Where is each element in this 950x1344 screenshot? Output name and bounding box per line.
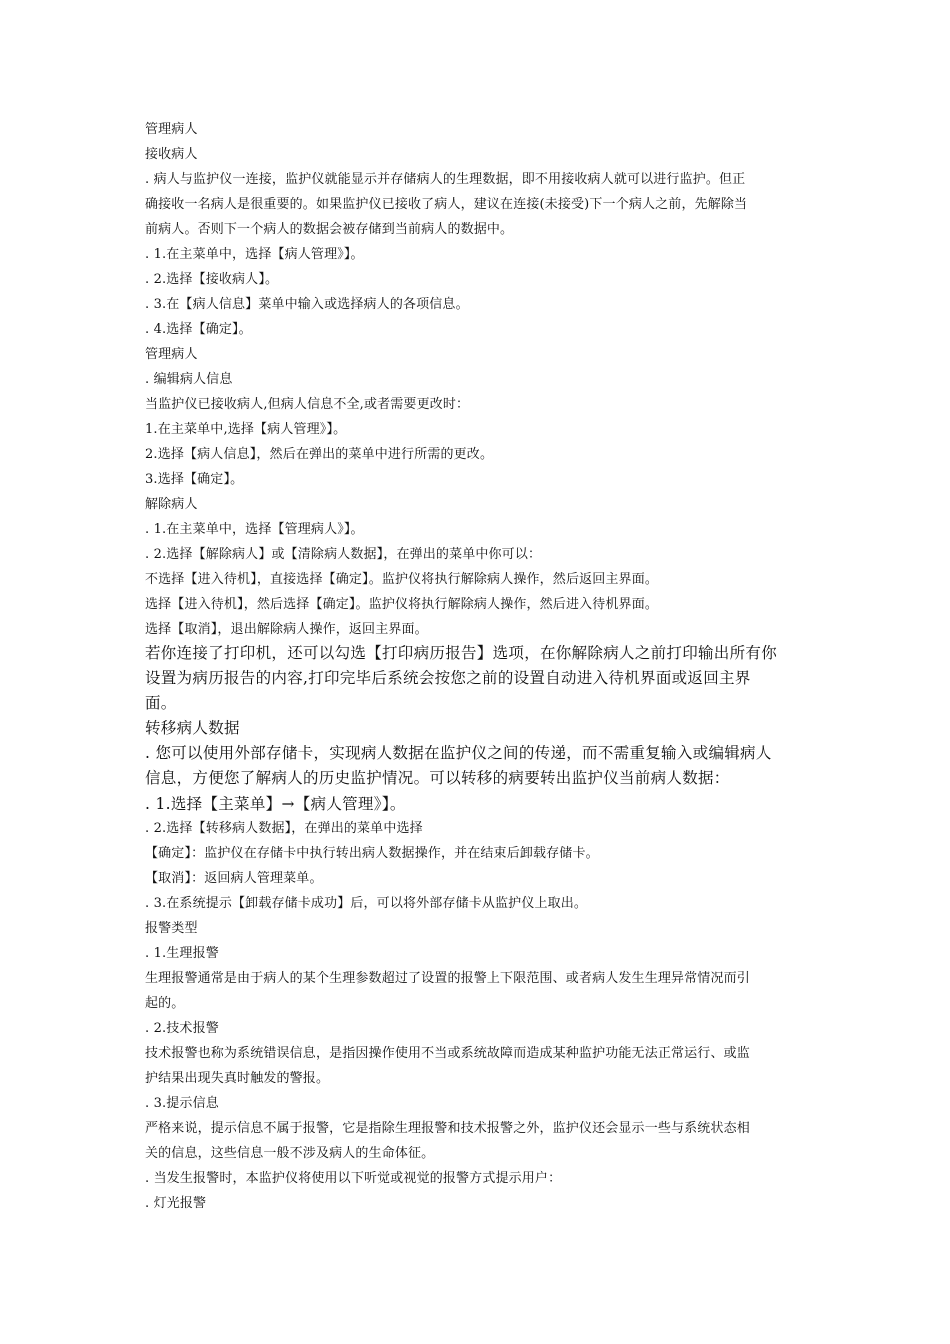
paragraph-line: 前病人。否则下一个病人的数据会被存储到当前病人的数据中。: [145, 222, 514, 237]
option-line: 不选择【进入待机】，直接选择【确定】。监护仪将执行解除病人操作，然后返回主界面。: [145, 572, 659, 587]
step-line: . 3.在系统提示【卸载存储卡成功】后，可以将外部存储卡从监护仪上取出。: [145, 896, 588, 911]
paragraph-line: 技术报警也称为系统错误信息，是指因操作使用不当或系统故障而造成某种监护功能无法正常运行、或监: [145, 1046, 750, 1061]
step-line: . 2.选择【转移病人数据】，在弹出的菜单中选择: [145, 821, 423, 836]
step-line: . 3.在【病人信息】菜单中输入或选择病人的各项信息。: [145, 297, 469, 312]
subheading-technical-alarm: . 2.技术报警: [145, 1021, 219, 1036]
paragraph-line: . 病人与监护仪一连接，监护仪就能显示并存储病人的生理数据，即不用接收病人就可以进行监护。但正: [145, 172, 746, 187]
step-line: . 1.在主菜单中，选择【病人管理》】。: [145, 247, 364, 262]
paragraph-line: 护结果出现失真时触发的警报。: [145, 1071, 330, 1086]
step-line: . 2.选择【接收病人】。: [145, 272, 279, 287]
step-line: . 4.选择【确定】。: [145, 322, 252, 337]
step-line: 3.选择【确定】。: [145, 472, 244, 487]
step-line: . 2.选择【解除病人】或【清除病人数据】，在弹出的菜单中你可以：: [145, 547, 542, 562]
step-line: 2.选择【病人信息】，然后在弹出的菜单中进行所需的更改。: [145, 447, 494, 462]
paragraph-line: 确接收一名病人是很重要的。如果监护仪已接收了病人，建议在连接(未接受)下一个病人之前，先解除当: [145, 197, 748, 212]
subheading-light-alarm: . 灯光报警: [145, 1196, 207, 1211]
paragraph-line: 生理报警通常是由于病人的某个生理参数超过了设置的报警上下限范围、或者病人发生生理异常情况而引: [145, 971, 750, 986]
heading-transfer-data: 转移病人数据: [145, 719, 240, 737]
option-line: 选择【进入待机】，然后选择【确定】。监护仪将执行解除病人操作，然后进入待机界面。: [145, 597, 659, 612]
heading-admit-patient: 接收病人: [145, 147, 198, 162]
subheading-physiological-alarm: . 1.生理报警: [145, 946, 219, 961]
heading-manage-patient: 管理病人: [145, 122, 198, 137]
paragraph-line-large: 设置为病历报告的内容,打印完毕后系统会按您之前的设置自动进入待机界面或返回主界: [145, 669, 751, 687]
paragraph-line: 严格来说，提示信息不属于报警，它是指除生理报警和技术报警之外，监护仪还会显示一些与系统状态相: [145, 1121, 750, 1136]
heading-discharge-patient: 解除病人: [145, 497, 198, 512]
step-line-large: . 1.选择【主菜单】→【病人管理》】。: [145, 795, 406, 813]
heading-alarm-types: 报警类型: [145, 921, 198, 936]
option-line: 【取消】：返回病人管理菜单。: [145, 871, 323, 886]
paragraph-line: 关的信息，这些信息一般不涉及病人的生命体征。: [145, 1146, 435, 1161]
paragraph-line: . 当发生报警时，本监护仪将使用以下听觉或视觉的报警方式提示用户：: [145, 1171, 562, 1186]
option-line: 选择【取消】，退出解除病人操作，返回主界面。: [145, 622, 428, 637]
paragraph-line-large: 若你连接了打印机，还可以勾选【打印病历报告】选项，在你解除病人之前打印输出所有你: [145, 644, 778, 662]
step-line: 1.在主菜单中,选择【病人管理》】。: [145, 422, 347, 437]
paragraph-line: 起的。: [145, 996, 185, 1011]
step-line: . 1.在主菜单中，选择【管理病人》】。: [145, 522, 364, 537]
paragraph-line-large: . 您可以使用外部存储卡，实现病人数据在监护仪之间的传递，而不需重复输入或编辑病人: [145, 744, 772, 762]
subheading-edit-info: . 编辑病人信息: [145, 372, 233, 387]
paragraph-line-large: 面。: [145, 694, 177, 712]
option-line: 【确定】：监护仪在存储卡中执行转出病人数据操作，并在结束后卸载存储卡。: [145, 846, 599, 861]
paragraph-line-large: 信息，方便您了解病人的历史监护情况。可以转移的病要转出监护仪当前病人数据：: [145, 769, 730, 787]
subheading-prompt-info: . 3.提示信息: [145, 1096, 219, 1111]
heading-manage-patient-2: 管理病人: [145, 347, 198, 362]
paragraph-line: 当监护仪已接收病人,但病人信息不全,或者需要更改时：: [145, 397, 470, 412]
